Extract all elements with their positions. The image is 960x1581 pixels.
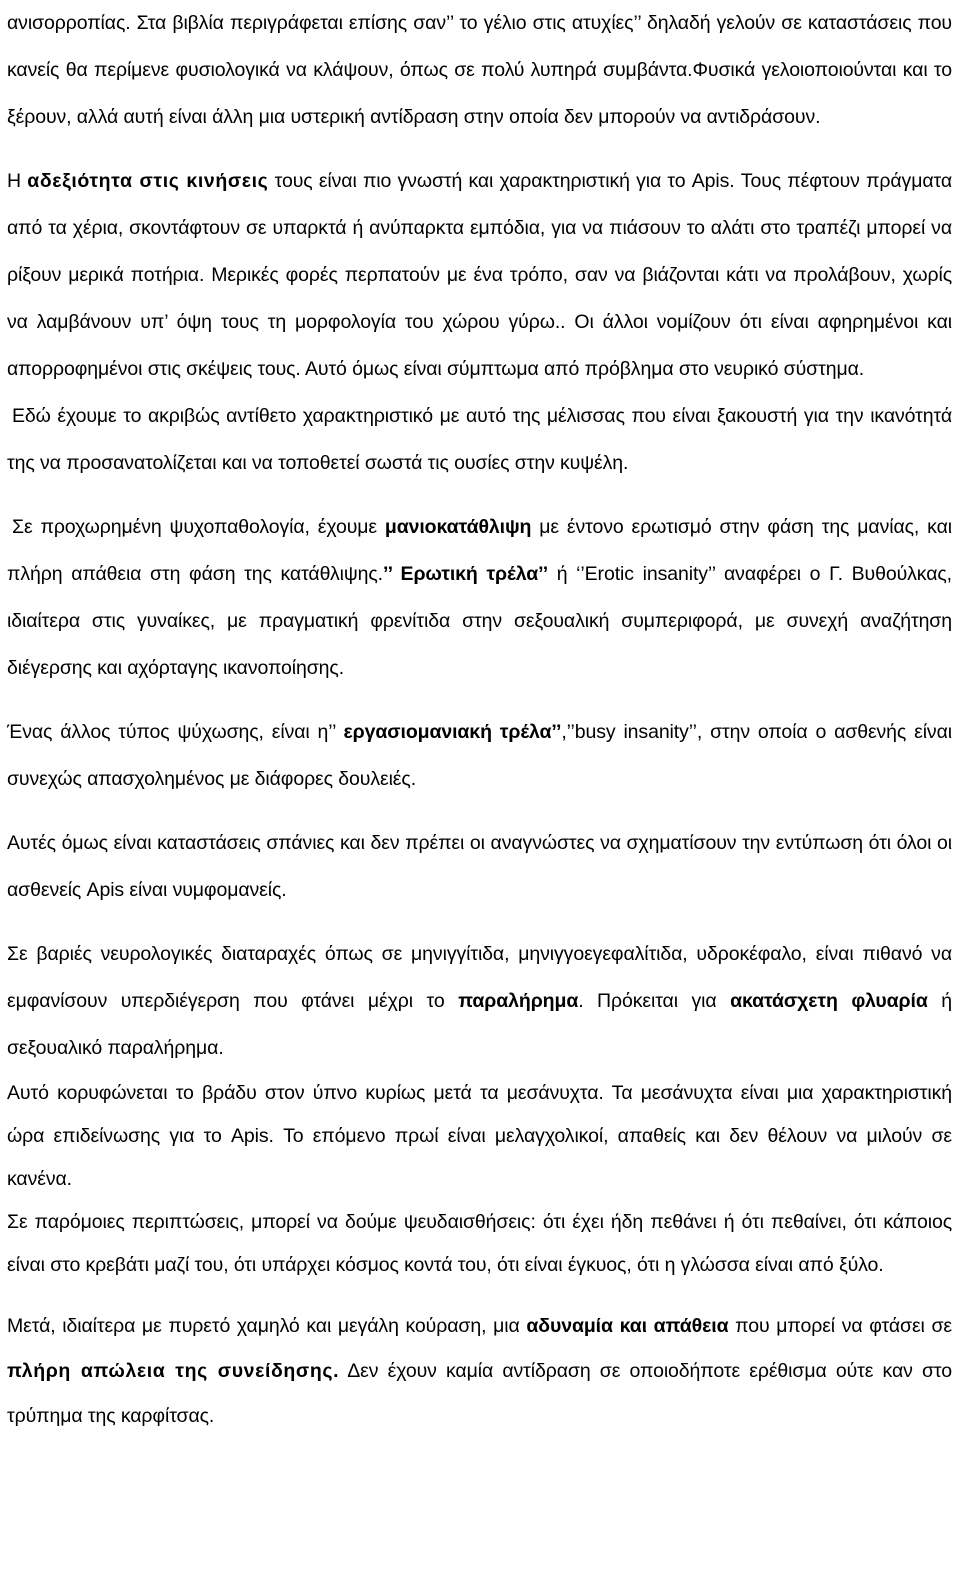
paragraph-2 <box>7 158 952 393</box>
document-page <box>7 0 952 1439</box>
p2-bold-clumsiness: αδεξιότητα στις κινήσεις <box>27 170 269 192</box>
paragraph-9 <box>7 1201 952 1287</box>
p7-text-3: ή σεξουαλικό παραλήρημα. <box>7 990 952 1059</box>
p10-bold-weakness-apathy: αδυναμία και απάθεια <box>526 1315 729 1337</box>
p5-text-1: Ένας άλλος τύπος ψύχωσης, είναι η’’ <box>7 721 344 743</box>
p4-bold-manic-depression: μανιοκατάθλιψη <box>384 516 532 538</box>
p5-text-2: ,’’busy insanity’’, στην οποία ο ασθενής είναι συνεχώς απασχολημένος με διάφορες δουλειές. <box>7 721 952 790</box>
p7-bold-uncontrollable-chatter: ακατάσχετη φλυαρία <box>730 990 928 1012</box>
paragraph-4 <box>7 504 952 692</box>
paragraph-6 <box>7 820 952 914</box>
paragraph-3 <box>7 393 952 487</box>
p2-text-1: Η <box>7 170 28 192</box>
p10-text-2: που μπορεί να φτάσει σε <box>728 1315 952 1337</box>
p7-text-1: Σε βαριές νευρολογικές διαταραχές όπως σε μηνιγγίτιδα, μηνιγγοεγεφαλίτιδα, υδροκέφαλο, είναι πιθανό να εμφανίσουν υπερδιέγερση που φτάνει μέχρι το <box>7 943 952 1012</box>
p4-text-2: με έντονο ερωτισμό στην φάση της μανίας, και πλήρη απάθεια στη φάση της κατάθλιψης. <box>7 516 952 585</box>
p7-text-2: . Πρόκειται για <box>578 990 731 1012</box>
p7-bold-delirium: παραλήρημα <box>458 990 579 1012</box>
p4-text-1: Σε προχωρημένη ψυχοπαθολογία, έχουμε <box>12 516 385 538</box>
p10-bold-loss-of-consciousness: πλήρη απώλεια της συνείδησης. <box>7 1360 340 1382</box>
paragraph-10 <box>7 1304 952 1439</box>
paragraph-1 <box>7 0 952 141</box>
paragraph-5 <box>7 709 952 803</box>
p1-text: ανισορροπίας. Στα βιβλία περιγράφεται επίσης σαν’’ το γέλιο στις ατυχίες’’ δηλαδή γελούν σε καταστάσεις που κανείς θα περίμενε φυσιολογικά να κλάψουν, όπως σε πολύ λυπηρά συμβάντα.Φυσικά γελοιοποιούνται και το ξέρουν, αλλά αυτή είναι άλλη μια υστερική αντίδραση στην οποία δεν μπορούν να αντιδράσουν. <box>7 12 952 128</box>
p3-text: Εδώ έχουμε το ακριβώς αντίθετο χαρακτηριστικό με αυτό της μέλισσας που είναι ξακουστή για την ικανότητά της να προσανατολίζεται και να τοποθετεί σωστά τις ουσίες στην κυψέλη. <box>7 405 952 474</box>
p4-text-3: ή ‘’Erotic insanity’’ αναφέρει ο Γ. Βυθούλκας, ιδιαίτερα στις γυναίκες, με πραγματική φρενίτιδα στην σεξουαλική συμπεριφορά, με συνεχή αναζήτηση διέγερσης και αχόρταγης ικανοποίησης. <box>7 563 952 679</box>
p8-text: Αυτό κορυφώνεται το βράδυ στον ύπνο κυρίως μετά τα μεσάνυχτα. Τα μεσάνυχτα είναι μια χαρακτηριστική ώρα επιδείνωσης για το Apis. Το επόμενο πρωί είναι μελαγχολικοί, απαθείς και δεν θέλουν να μιλούν σε κανένα. <box>7 1082 952 1190</box>
paragraph-7 <box>7 931 952 1072</box>
paragraph-8 <box>7 1072 952 1201</box>
p5-bold-work-madness: εργασιομανιακή τρέλα’’ <box>343 721 562 743</box>
p4-bold-erotic-madness: ’’ Ερωτική τρέλα’’ <box>383 563 549 585</box>
p6-text: Αυτές όμως είναι καταστάσεις σπάνιες και δεν πρέπει οι αναγνώστες να σχηματίσουν την εντύπωση ότι όλοι οι ασθενείς Apis είναι νυμφομανείς. <box>7 832 952 901</box>
p2-text-2: τους είναι πιο γνωστή και χαρακτηριστική για το Apis. Τους πέφτουν πράγματα από τα χέρια, σκοντάφτουν σε υπαρκτά ή ανύπαρκτα εμπόδια, για να πιάσουν το αλάτι στο τραπέζι μπορεί να ρίξουν μερικά ποτήρια. Μερικές φορές περπατούν με ένα τρόπο, σαν να βιάζονται κάτι να προλάβουν, χωρίς να λαμβάνουν υπ’ όψη τους τη μορφολογία του χώρου γύρω.. Οι άλλοι νομίζουν ότι είναι αφηρημένοι και απορροφημένοι στις σκέψεις τους. Αυτό όμως είναι σύμπτωμα από πρόβλημα στο νευρικό σύστημα. <box>7 170 953 380</box>
p10-text-3: Δεν έχουν καμία αντίδραση σε οποιοδήποτε ερέθισμα ούτε καν στο τρύπημα της καρφίτσας. <box>7 1360 953 1427</box>
p10-text-1: Μετά, ιδιαίτερα με πυρετό χαμηλό και μεγάλη κούραση, μια <box>7 1315 527 1337</box>
p9-text: Σε παρόμοιες περιπτώσεις, μπορεί να δούμε ψευδαισθήσεις: ότι έχει ήδη πεθάνει ή ότι πεθαίνει, ότι κάποιος είναι στο κρεβάτι μαζί του, ότι υπάρχει κόσμος κοντά του, ότι είναι έγκυος, ότι η γλώσσα είναι από ξύλο. <box>7 1211 952 1276</box>
